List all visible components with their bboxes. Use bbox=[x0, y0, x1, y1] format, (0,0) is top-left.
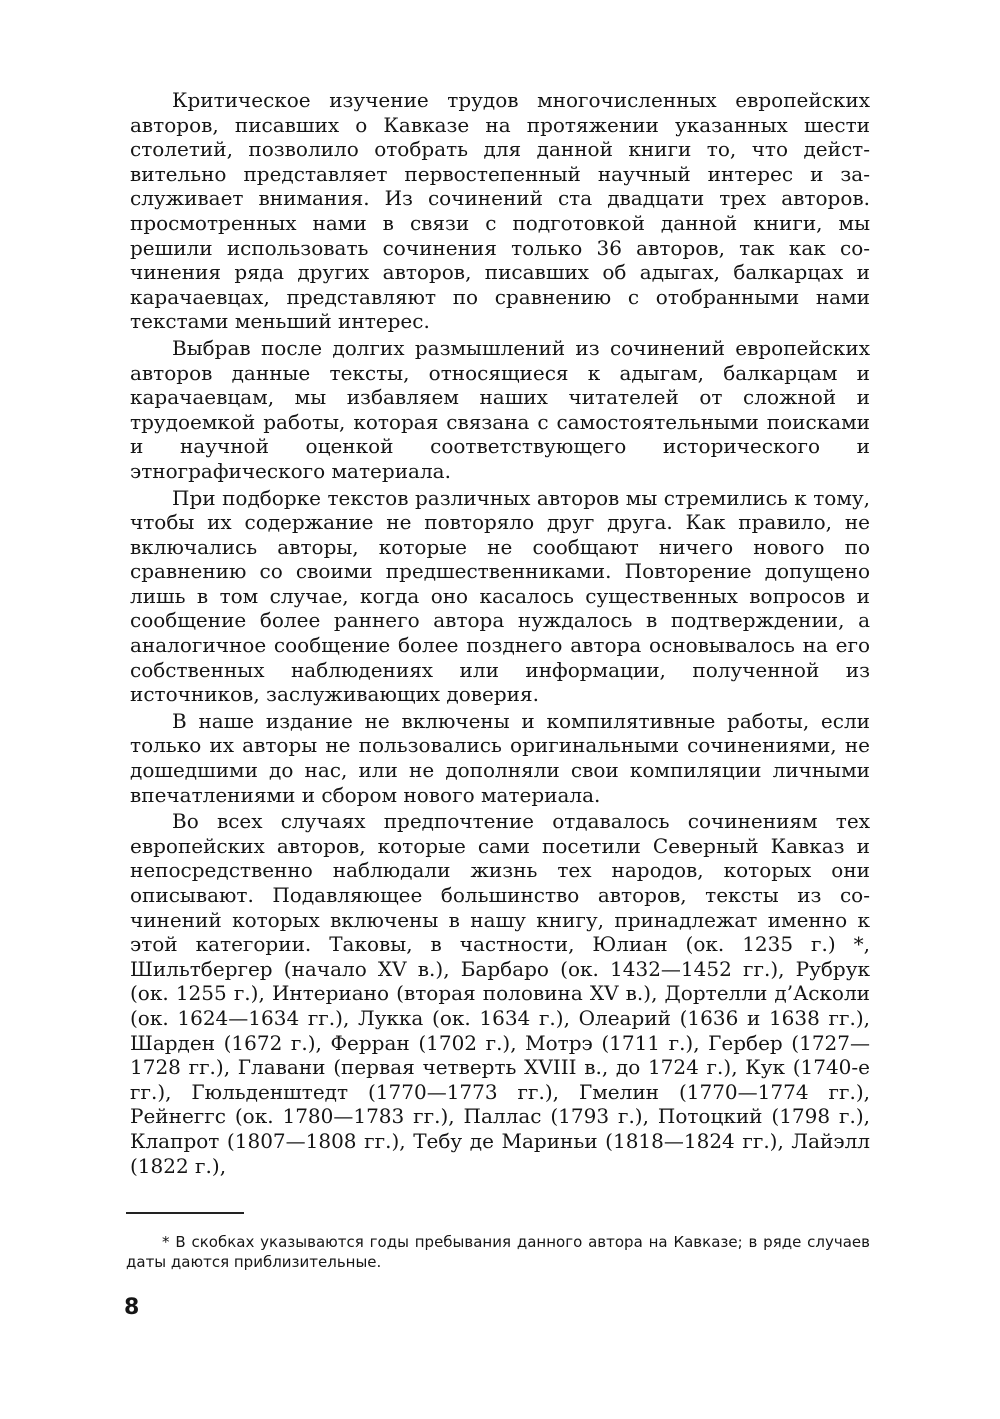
paragraph-4: В наше издание не включены и компилятивные работы, если только их авторы не пользовались оригинальными сочинениями, не дошедшими до нас, или не дополняли свои компиляции личными впечатлениями и сбором нового материала. bbox=[130, 708, 870, 807]
paragraph-2: Выбрав после долгих размышлений из сочинений европейских авторов данные тексты, относящиеся к адыгам, балкарцам и карачаевцам, мы избавляем наших читателей от сложной и трудоемкой работы, которая связана с самостоятельными поисками и научной оценкой соответствующего исторического и этнографического материала. bbox=[130, 335, 870, 483]
footnote-divider bbox=[126, 1212, 244, 1214]
main-text bbox=[130, 88, 870, 1178]
footnote: * В скобках указываются годы пребывания данного автора на Кавказе; в ряде случаев даты даются приблизительные. bbox=[126, 1233, 870, 1271]
paragraph-3: При подборке текстов различных авторов мы стремились к тому, чтобы их содержание не повторяло друг друга. Как правило, не включались авторы, которые не сообщают ничего нового по сравнению со своими предшественниками. Повторение допущено лишь в том случае, когда оно касалось существенных вопросов и сообщение более раннего автора нуждалось в подтверждении, а аналогичное сообщение более позднего автора основывалось на его собственных наблюдениях или информации, полученной из источников, заслуживающих доверия. bbox=[130, 485, 870, 707]
paragraph-5: Во всех случаях предпочтение отдавалось сочинениям тех европейских авторов, которые сами посетили Северный Кавказ и непосредственно наблюдали жизнь тех народов, которых они описывают. Подавляющее большинство авторов, тексты из сочинений которых включены в нашу книгу, принадлежат именно к этой категории. Таковы, в частности, Юлиан (ок. 1235 г.) *, Шильтбергер (начало XV в.), Барбаро (ок. 1432—1452 гг.), Рубрук (ок. 1255 г.), Интериано (вторая половина XV в.), Дортелли д’Асколи (ок. 1624—1634 гг.), Лукка (ок. 1634 г.), Олеарий (1636 и 1638 гг.), Шарден (1672 г.), Ферран (1702 г.), Мотрэ (1711 г.), Гербер (1727—1728 гг.), Главани (первая четверть XVIII в., до 1724 г.), Кук (1740-е гг.), Гюльденштедт (1770—1773 гг.), Гмелин (1770—1774 гг.), Рейнеггс (ок. 1780—1783 гг.), Паллас (1793 г.), Потоцкий (1798 г.), Клапрот (1807—1808 гг.), Тебу де Мариньи (1818—1824 гг.), Лайэлл (1822 г.), bbox=[130, 809, 870, 1178]
page-number: 8 bbox=[124, 1295, 140, 1320]
paragraph-1: Критическое изучение трудов многочисленных европейских авторов, писавших о Кавказе на протяжении указанных шести столетий, позволило отобрать для данной книги то, что действительно представляет первостепенный научный интерес и заслуживает внимания. Из сочинений ста двадцати трех авторов. просмотренных нами в связи с подготовкой данной книги, мы решили использовать сочинения только 36 авторов, так как сочинения ряда других авторов, писавших об адыгах, балкарцах и карачаевцах, представляют по сравнению с отобранными нами текстами меньший интерес. bbox=[130, 88, 870, 334]
